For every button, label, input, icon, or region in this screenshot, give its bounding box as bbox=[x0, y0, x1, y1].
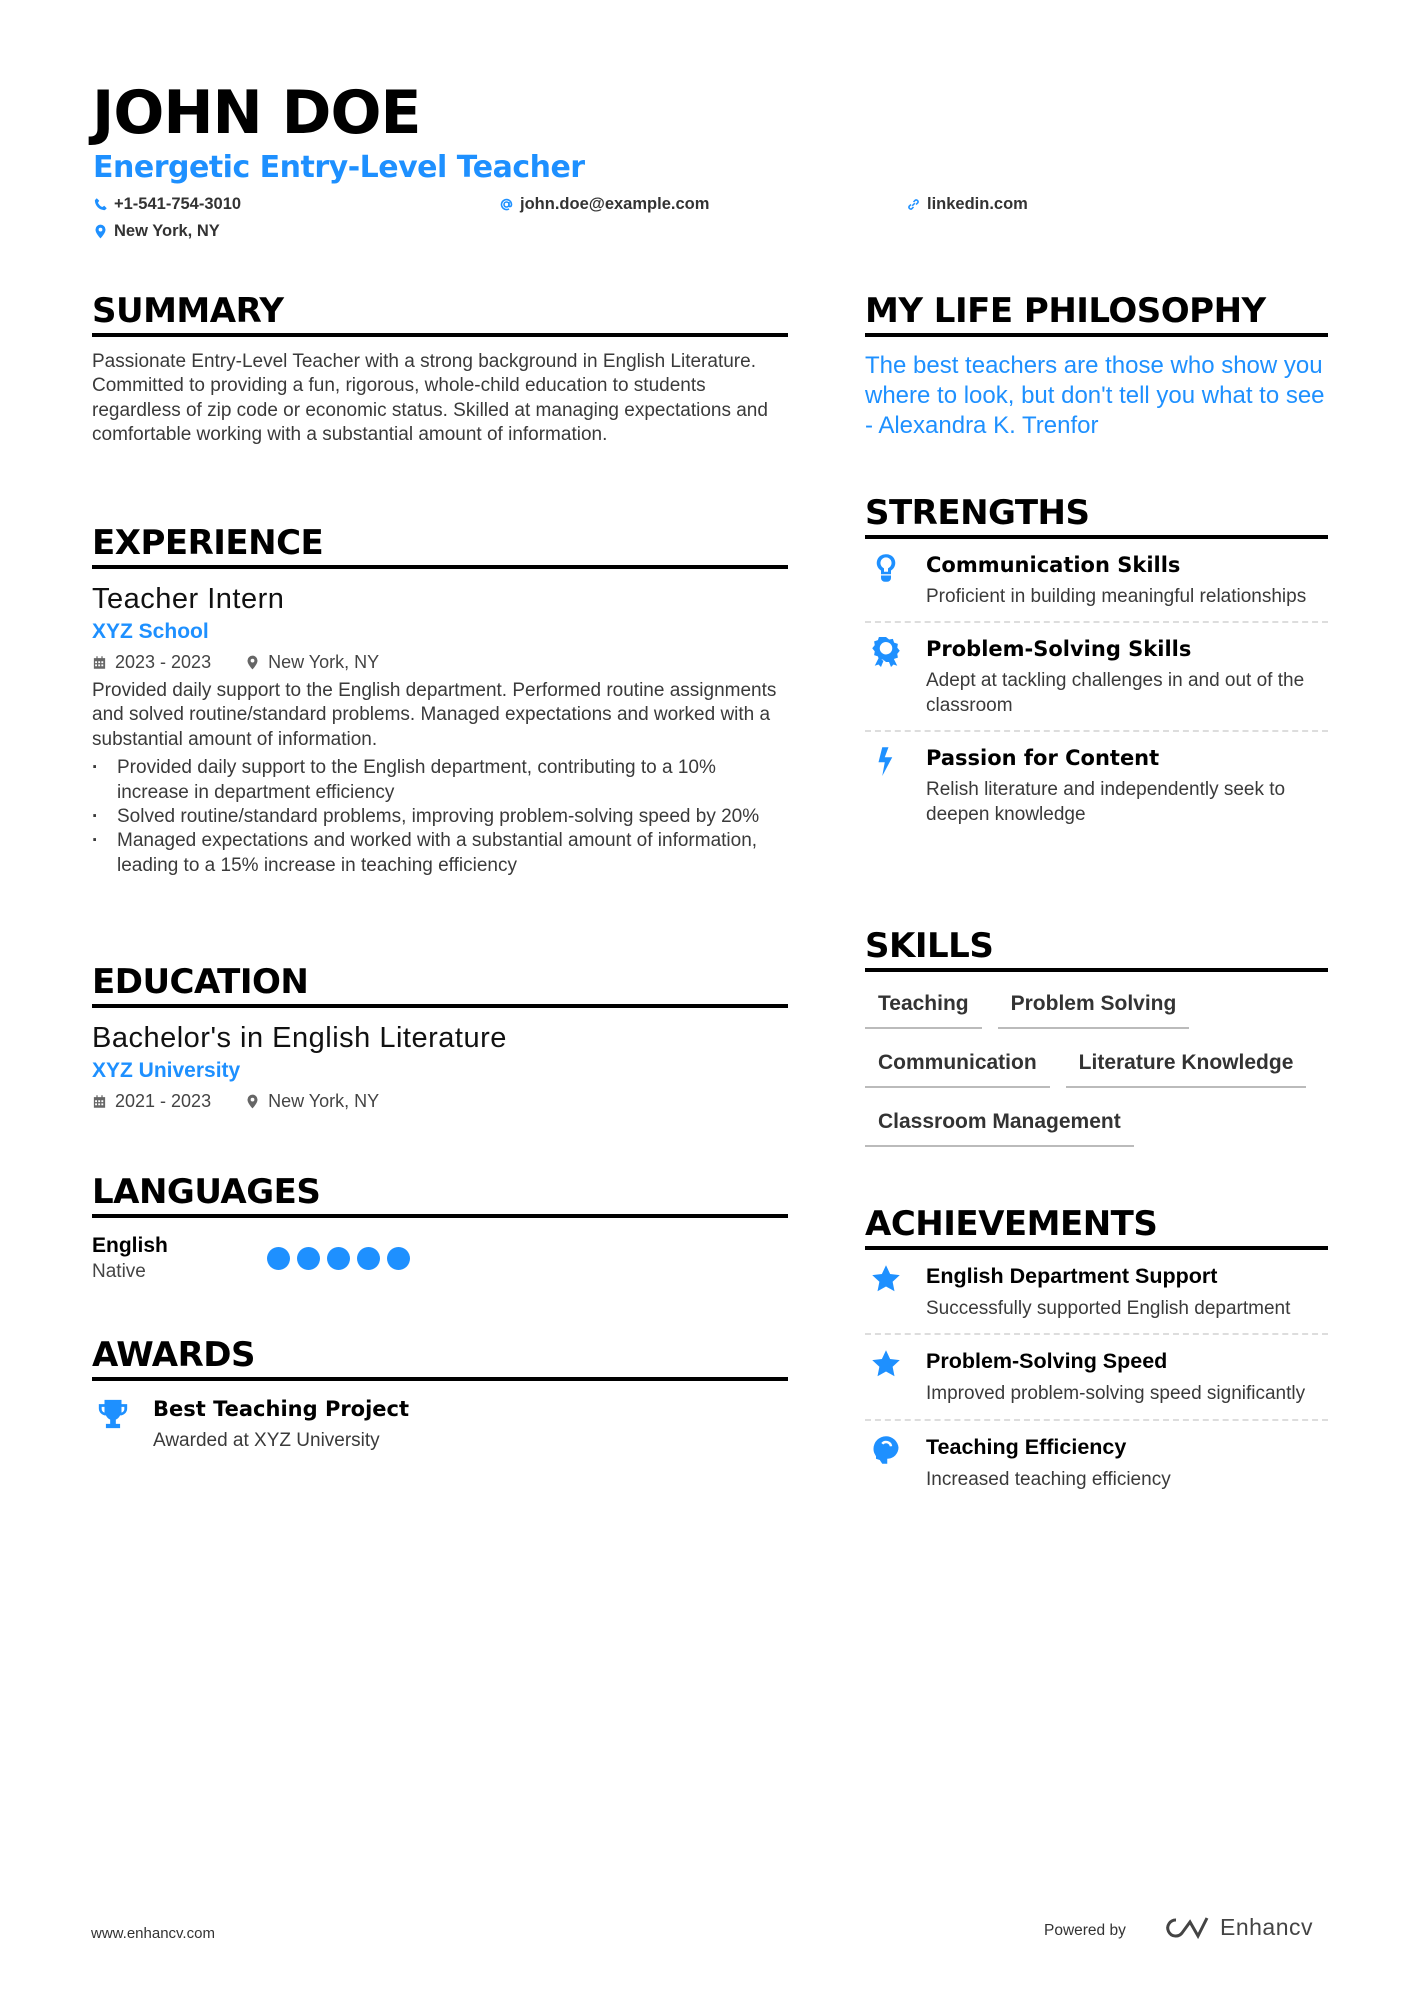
location-pin-icon bbox=[93, 224, 108, 239]
strength-title: Communication Skills bbox=[926, 553, 1181, 577]
job-meta bbox=[92, 652, 788, 673]
language-name: English bbox=[92, 1234, 168, 1257]
email-text: john.doe@example.com bbox=[520, 195, 710, 213]
philosophy-section bbox=[865, 291, 1328, 441]
award-title: Best Teaching Project bbox=[153, 1397, 410, 1421]
section-heading: EXPERIENCE bbox=[92, 523, 788, 569]
bullet-item: · Provided daily support to the English department, contributing to a 10% increase in department efficiency bbox=[92, 756, 788, 805]
section-heading: MY LIFE PHILOSOPHY bbox=[865, 291, 1328, 337]
education-section bbox=[92, 962, 788, 1112]
language-rating bbox=[267, 1247, 410, 1270]
achievement-item bbox=[865, 1250, 1328, 1335]
strength-desc: Relish literature and independently seek to deepen knowledge bbox=[926, 779, 1286, 825]
bullet-item: · Solved routine/standard problems, improving problem-solving speed by 20% bbox=[92, 805, 788, 829]
lightning-icon bbox=[871, 746, 901, 776]
skill-tag: Teaching bbox=[865, 986, 982, 1029]
job-dates: 2023 - 2023 bbox=[115, 652, 212, 672]
skill-tag: Problem Solving bbox=[998, 986, 1190, 1029]
achievement-title: Problem-Solving Speed bbox=[926, 1349, 1168, 1374]
enhancv-logo-icon bbox=[1162, 1915, 1210, 1941]
awards-section bbox=[92, 1335, 788, 1453]
achievement-title: Teaching Efficiency bbox=[926, 1434, 1127, 1459]
achievement-item bbox=[865, 1421, 1328, 1504]
contact-phone bbox=[93, 195, 241, 214]
strength-title: Problem-Solving Skills bbox=[926, 637, 1192, 662]
lightbulb-icon bbox=[871, 553, 901, 583]
phone-icon bbox=[93, 197, 108, 212]
calendar-icon bbox=[92, 1094, 107, 1109]
skill-tag: Literature Knowledge bbox=[1066, 1045, 1307, 1088]
location-pin-icon bbox=[245, 1094, 260, 1109]
link-text: linkedin.com bbox=[927, 195, 1028, 213]
job-bullets bbox=[92, 756, 788, 878]
achievement-title: English Department Support bbox=[926, 1264, 1218, 1288]
summary-text: Passionate Entry-Level Teacher with a strong background in English Literature. Committed to providing a fun, rigorous, whole-child education to students regardless of zip code or economic status. Skilled at managing expectations and comfortable working with a substantial amount of information. bbox=[92, 351, 768, 446]
strengths-section bbox=[865, 493, 1328, 839]
enhancv-brand: Enhancv bbox=[1220, 1914, 1314, 1940]
language-item bbox=[92, 1234, 788, 1283]
language-level: Native bbox=[92, 1261, 146, 1282]
employer: XYZ School bbox=[92, 620, 209, 643]
bullet-item: · Managed expectations and worked with a substantial amount of information, leading to a 15% increase in teaching efficiency bbox=[92, 829, 788, 878]
phone-text: +1-541-754-3010 bbox=[114, 195, 242, 213]
trophy-icon bbox=[96, 1397, 130, 1431]
star-icon bbox=[871, 1264, 901, 1294]
section-heading: ACHIEVEMENTS bbox=[865, 1204, 1328, 1250]
section-heading: AWARDS bbox=[92, 1335, 788, 1381]
education-dates: 2021 - 2023 bbox=[115, 1091, 212, 1111]
strength-item bbox=[865, 539, 1328, 623]
location-text: New York, NY bbox=[114, 222, 220, 240]
experience-section bbox=[92, 523, 788, 878]
contact-email[interactable] bbox=[499, 195, 709, 214]
rating-dot bbox=[327, 1247, 350, 1270]
section-heading: STRENGTHS bbox=[865, 493, 1328, 539]
job-role: Teacher Intern bbox=[92, 583, 285, 615]
skill-tag: Classroom Management bbox=[865, 1104, 1134, 1147]
award-item bbox=[92, 1397, 788, 1453]
footer-powered: Powered by bbox=[1044, 1922, 1126, 1939]
rating-dot bbox=[387, 1247, 410, 1270]
languages-section bbox=[92, 1172, 788, 1283]
achievement-desc: Successfully supported English department bbox=[926, 1298, 1291, 1319]
at-icon bbox=[499, 197, 514, 212]
rating-dot bbox=[297, 1247, 320, 1270]
link-icon bbox=[906, 197, 921, 212]
achievement-desc: Increased teaching efficiency bbox=[926, 1468, 1171, 1490]
star-icon bbox=[871, 1349, 901, 1379]
section-heading: LANGUAGES bbox=[92, 1172, 788, 1218]
school: XYZ University bbox=[92, 1059, 241, 1082]
section-heading: EDUCATION bbox=[92, 962, 788, 1008]
education-location: New York, NY bbox=[268, 1091, 380, 1111]
candidate-title: Energetic Entry-Level Teacher bbox=[93, 150, 585, 185]
job-location: New York, NY bbox=[268, 652, 380, 672]
contact-link[interactable] bbox=[906, 195, 1028, 214]
candidate-name: JOHN DOE bbox=[92, 78, 421, 148]
rating-dot bbox=[357, 1247, 380, 1270]
education-meta bbox=[92, 1091, 788, 1112]
skill-tag: Communication bbox=[865, 1045, 1050, 1088]
job-description: Provided daily support to the English department. Performed routine assignments and solved routine/standard problems. Managed expectations and worked with a substantial amount of information. bbox=[92, 680, 777, 750]
enhancv-logo[interactable] bbox=[1162, 1914, 1313, 1941]
summary-section bbox=[92, 291, 788, 448]
strength-desc: Proficient in building meaningful relationships bbox=[926, 586, 1307, 607]
calendar-icon bbox=[92, 655, 107, 670]
strength-title: Passion for Content bbox=[926, 746, 1160, 771]
strength-desc: Adept at tackling challenges in and out of the classroom bbox=[926, 670, 1305, 716]
award-desc: Awarded at XYZ University bbox=[153, 1430, 380, 1451]
achievement-item bbox=[865, 1335, 1328, 1420]
section-heading: SKILLS bbox=[865, 926, 1328, 972]
strength-item bbox=[865, 732, 1328, 839]
achievements-section bbox=[865, 1204, 1328, 1504]
strength-item bbox=[865, 623, 1328, 732]
degree: Bachelor's in English Literature bbox=[92, 1022, 507, 1054]
skill-tags bbox=[865, 986, 1328, 1147]
section-heading: SUMMARY bbox=[92, 291, 788, 337]
achievement-desc: Improved problem-solving speed significantly bbox=[926, 1383, 1306, 1405]
footer-site[interactable]: www.enhancv.com bbox=[91, 1925, 215, 1942]
award-ribbon-icon bbox=[871, 637, 901, 667]
head-icon bbox=[871, 1435, 901, 1465]
contact-location bbox=[93, 222, 220, 241]
philosophy-quote: The best teachers are those who show you where to look, but don't tell you what to see - Alexandra K. Trenfor bbox=[865, 352, 1325, 439]
skills-section bbox=[865, 926, 1328, 1147]
rating-dot bbox=[267, 1247, 290, 1270]
location-pin-icon bbox=[245, 655, 260, 670]
